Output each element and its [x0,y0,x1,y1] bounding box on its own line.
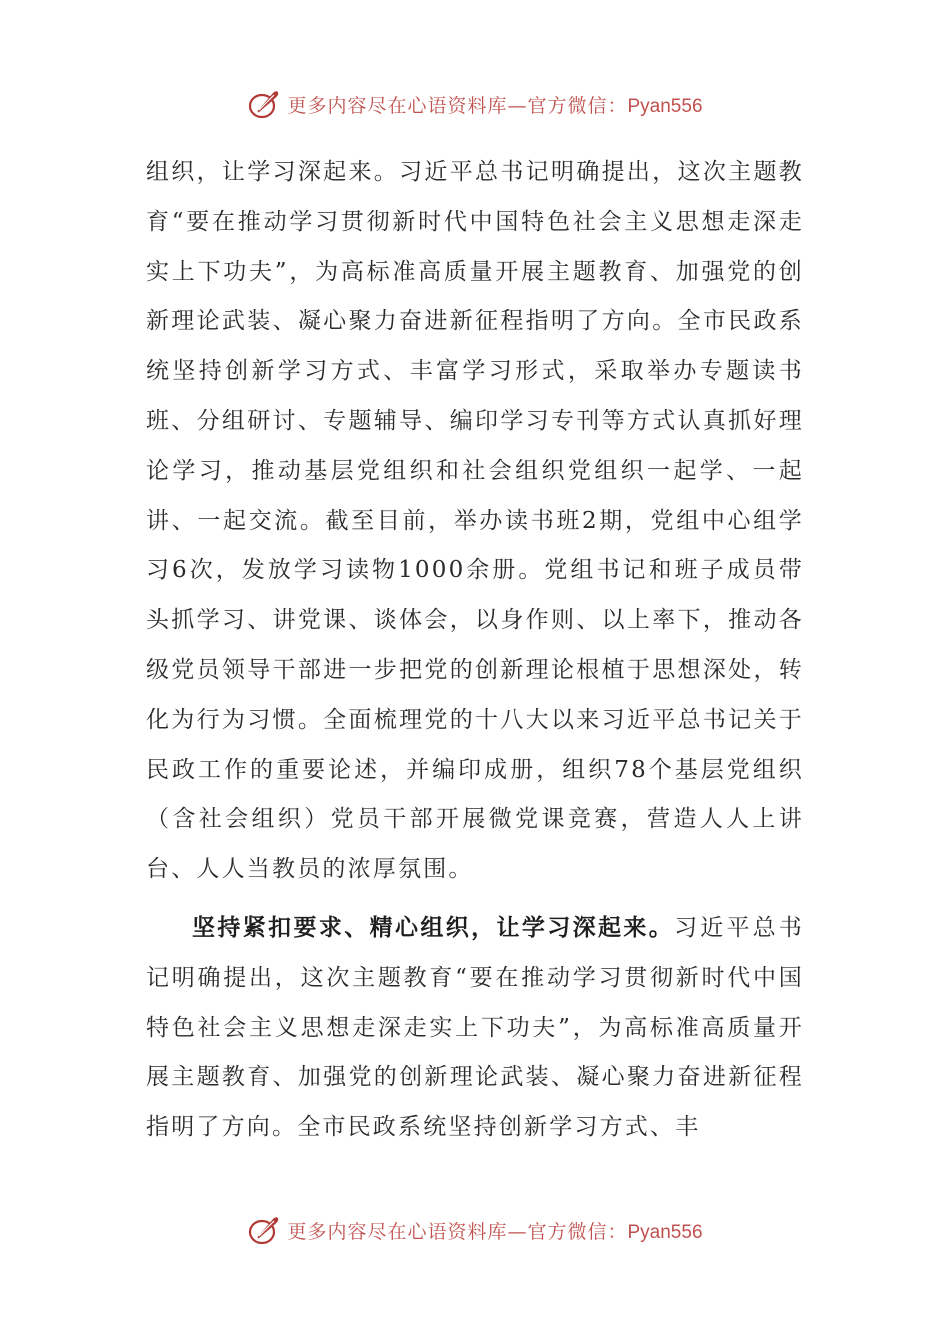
header-banner-text [287,91,702,118]
footer-banner [0,1210,950,1250]
footer-banner-label: 更多内容尽在心语资料库—官方微信： [287,1220,628,1243]
quill-pen-logo-icon [247,87,281,121]
quill-pen-logo-icon [247,1213,281,1247]
header-banner-account: Pyan556 [627,95,703,117]
header-banner-label: 更多内容尽在心语资料库—官方微信： [287,94,628,117]
header-banner [0,84,950,124]
document-body [146,148,804,1153]
paragraph-2-lead-heading: 坚持紧扣要求、精心组织，让学习深起来。 [192,913,675,941]
footer-banner-account: Pyan556 [627,1221,703,1243]
paragraph-2-text: 习近平总书记明确提出，这次主题教育“要在推动学习贯彻新时代中国特色社会主义思想走深走实上下功夫”，为高标准高质量开展主题教育、加强党的创新理论武装、凝心聚力奋进新征程指明了方向。全市民政系统坚持创新学习方式、丰 [146,914,805,1141]
footer-banner-text [287,1217,702,1244]
body-paragraph-1: 组织，让学习深起来。习近平总书记明确提出，这次主题教育“要在推动学习贯彻新时代中国特色社会主义思想走深走实上下功夫”，为高标准高质量开展主题教育、加强党的创新理论武装、凝心聚力奋进新征程指明了方向。全市民政系统坚持创新学习方式、丰富学习形式，采取举办专题读书班、分组研讨、专题辅导、编印学习专刊等方式认真抓好理论学习，推动基层党组织和社会组织党组织一起学、一起讲、一起交流。截至目前，举办读书班2期，党组中心组学习6次，发放学习读物1000余册。党组书记和班子成员带头抓学习、讲党课、谈体会，以身作则、以上率下，推动各级党员领导干部进一步把党的创新理论根植于思想深处，转化为行为习惯。全面梳理党的十八大以来习近平总书记关于民政工作的重要论述，并编印成册，组织78个基层党组织（含社会组织）党员干部开展微党课竞赛，营造人人上讲台、人人当教员的浓厚氛围。 [146,159,804,883]
body-paragraph-2 [146,903,804,1153]
